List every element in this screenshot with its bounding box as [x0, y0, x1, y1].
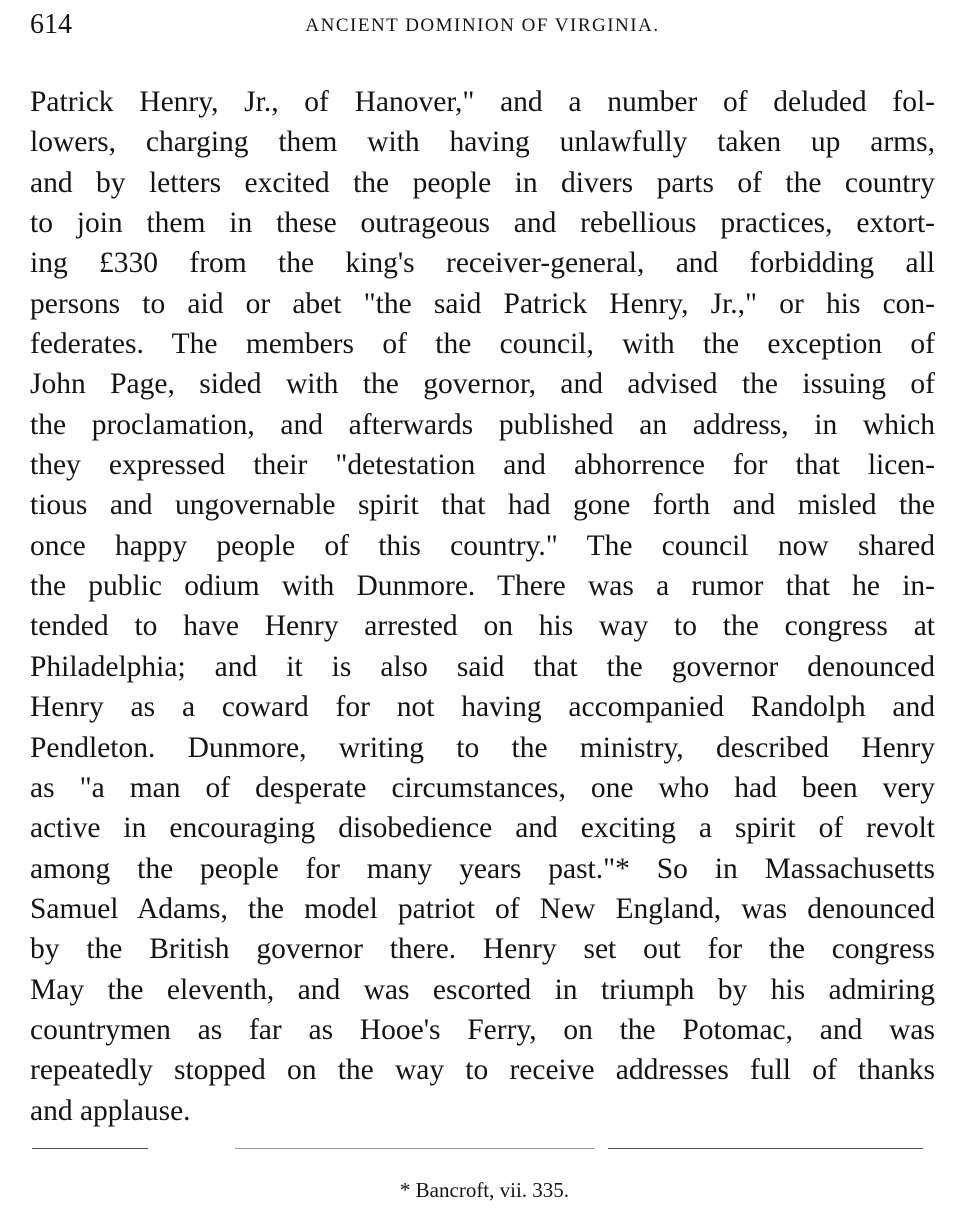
- text-line: countrymen as far as Hooe's Ferry, on the Potomac, and was: [30, 1013, 935, 1046]
- text-line: Samuel Adams, the model patriot of New England, was denounced: [30, 892, 935, 925]
- text-line: tended to have Henry arrested on his way to the congress at: [30, 610, 935, 643]
- body-paragraph: [30, 82, 935, 1131]
- text-line: Philadelphia; and it is also said that the governor denounced: [30, 650, 935, 683]
- running-title: ANCIENT DOMINION OF VIRGINIA.: [305, 15, 660, 36]
- text-line: and by letters excited the people in divers parts of the country: [30, 166, 935, 199]
- text-line: John Page, sided with the governor, and advised the issuing of: [30, 368, 935, 401]
- text-line: and applause.: [30, 1094, 191, 1127]
- text-line: once happy people of this country." The council now shared: [30, 529, 935, 562]
- separator-rule: [608, 1148, 923, 1149]
- footnote-separator: [30, 1148, 935, 1150]
- text-line: Henry as a coward for not having accompanied Randolph and: [30, 691, 935, 724]
- text-line: federates. The members of the council, with the exception of: [30, 328, 935, 361]
- text-line: as "a man of desperate circumstances, one who had been very: [30, 771, 935, 804]
- text-line: among the people for many years past."* So in Massachusetts: [30, 852, 935, 885]
- text-line: ing £330 from the king's receiver-general, and forbidding all: [30, 247, 935, 280]
- text-line: they expressed their "detestation and abhorrence for that licen-: [30, 449, 935, 482]
- text-line: the public odium with Dunmore. There was a rumor that he in-: [30, 570, 935, 603]
- text-line: Pendleton. Dunmore, writing to the ministry, described Henry: [30, 731, 935, 764]
- text-line: the proclamation, and afterwards published an address, in which: [30, 408, 935, 441]
- text-line: persons to aid or abet "the said Patrick Henry, Jr.," or his con-: [30, 287, 935, 320]
- text-line: active in encouraging disobedience and exciting a spirit of revolt: [30, 812, 935, 845]
- text-line: tious and ungovernable spirit that had gone forth and misled the: [30, 489, 935, 522]
- text-line: May the eleventh, and was escorted in triumph by his admiring: [30, 973, 935, 1006]
- running-head: [30, 8, 935, 44]
- page-number: 614: [30, 9, 72, 40]
- text-line: to join them in these outrageous and rebellious practices, extort-: [30, 207, 935, 240]
- text-line: Patrick Henry, Jr., of Hanover," and a number of deluded fol-: [30, 86, 935, 118]
- text-line: by the British governor there. Henry set out for the congress: [30, 933, 935, 966]
- footnote: * Bancroft, vii. 335.: [399, 1178, 570, 1202]
- separator-rule: [32, 1148, 148, 1149]
- separator-rule: [235, 1148, 595, 1149]
- text-line: lowers, charging them with having unlawfully taken up arms,: [30, 126, 935, 159]
- text-line: repeatedly stopped on the way to receive addresses full of thanks: [30, 1054, 935, 1087]
